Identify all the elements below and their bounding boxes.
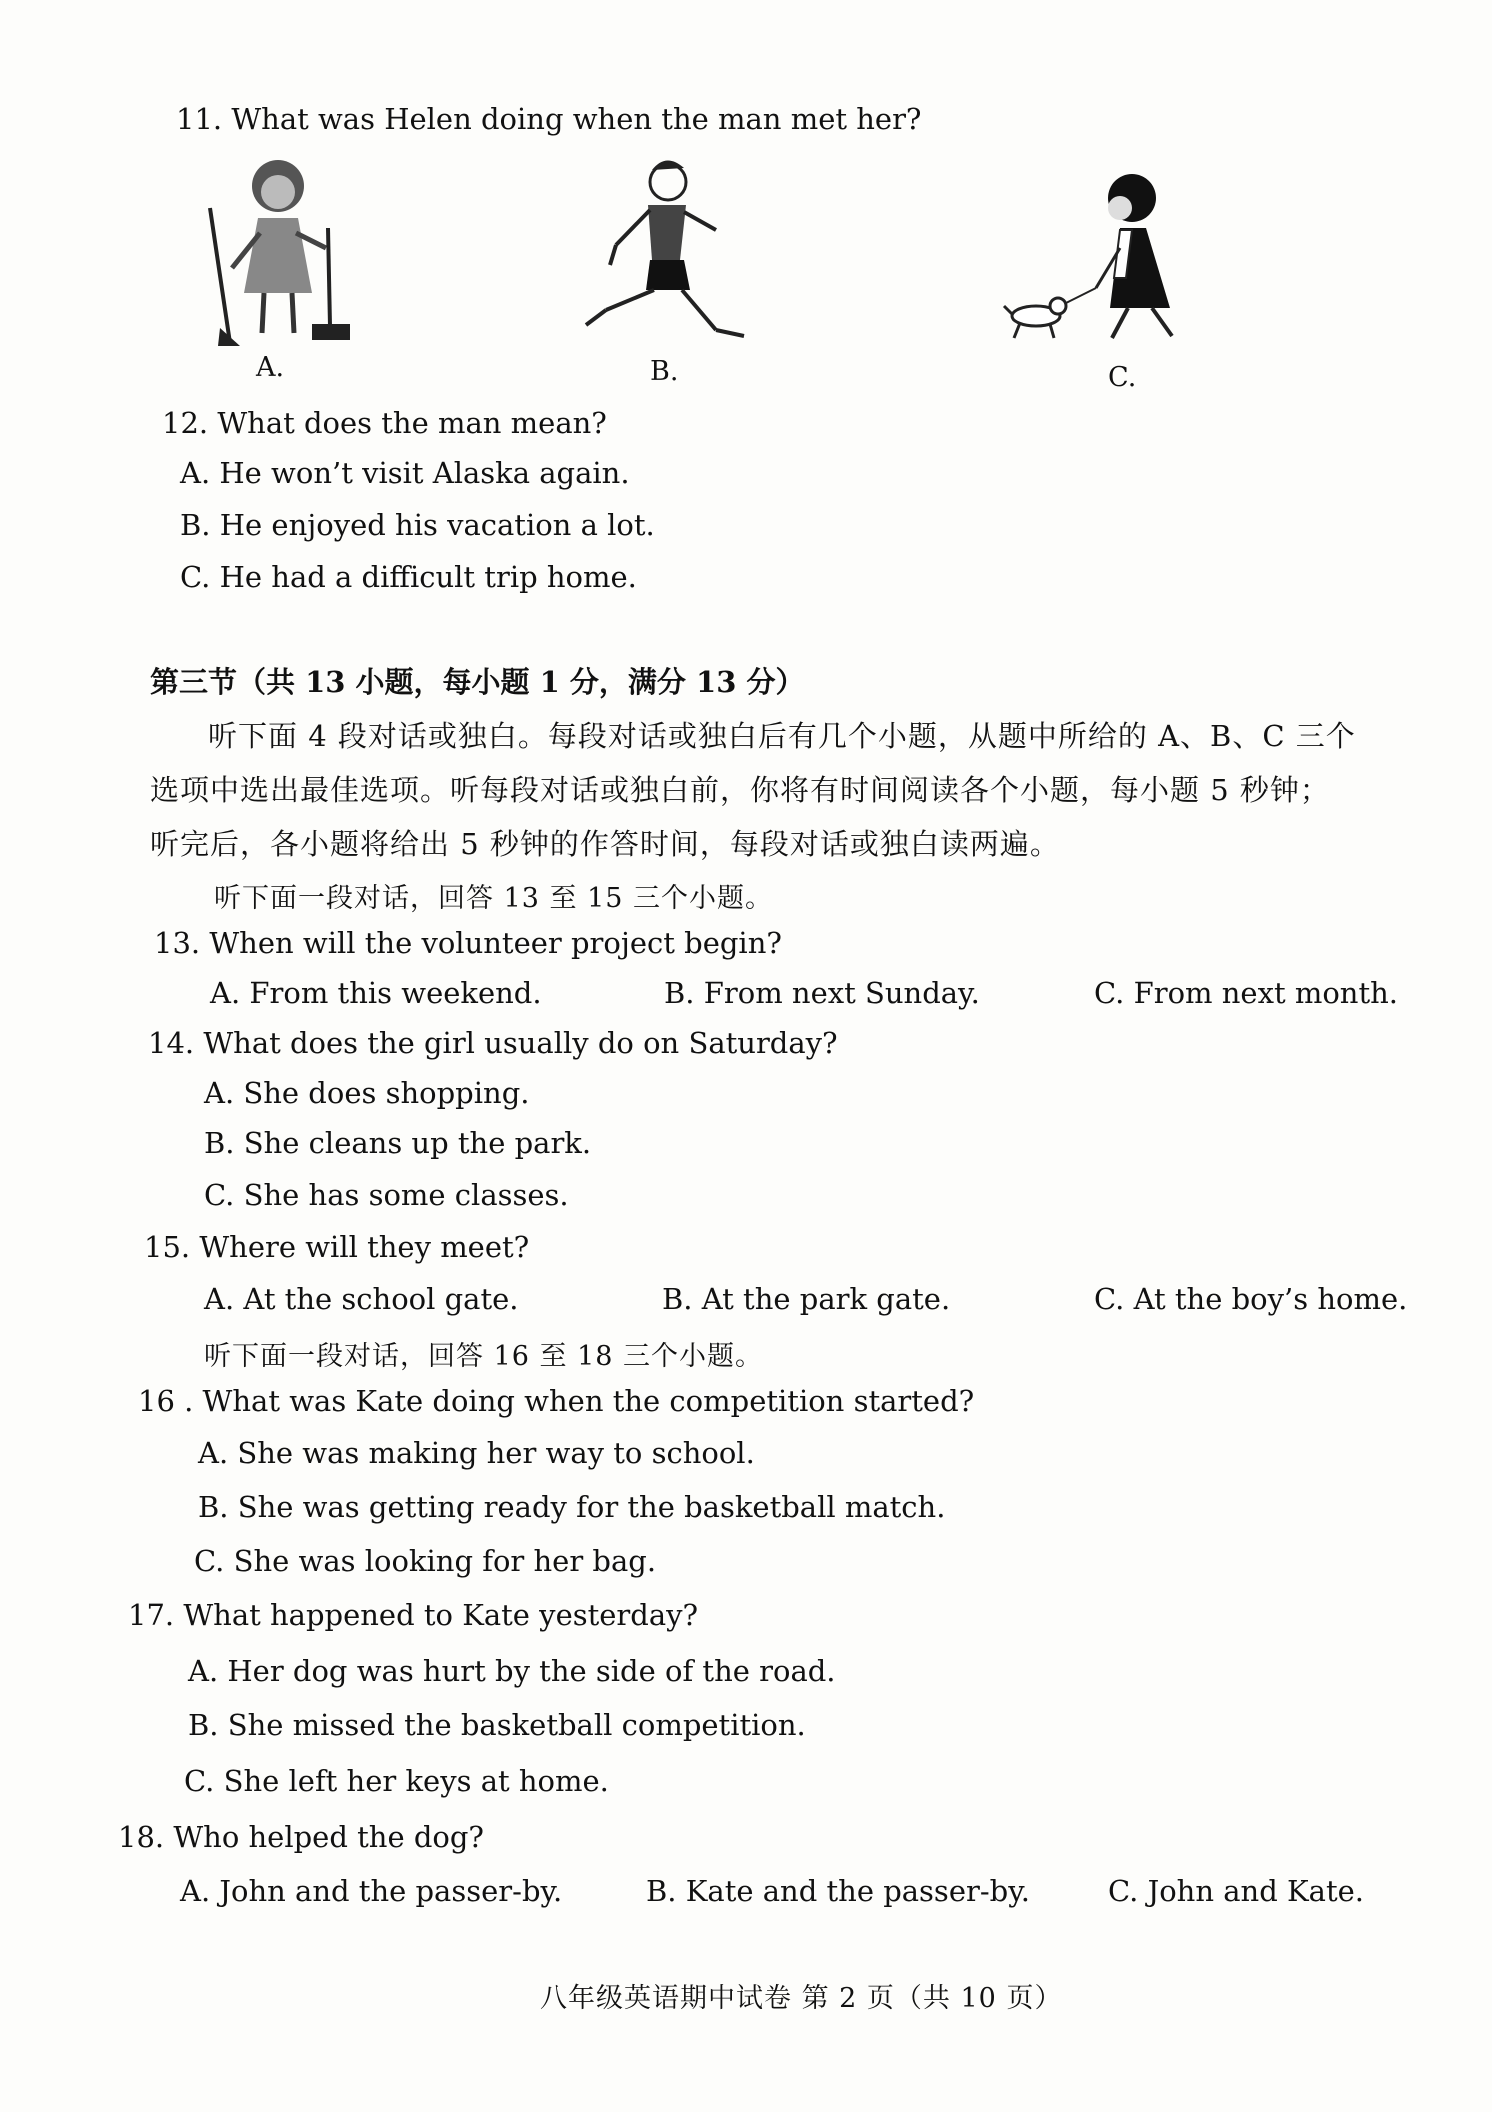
question-11: 11. What was Helen doing when the man met her? xyxy=(176,102,922,136)
question-18: 18. Who helped the dog? xyxy=(118,1820,484,1854)
option-11-a-label: A. xyxy=(256,352,285,383)
listening-prompt-1: 听下面一段对话，回答 13 至 15 三个小题。 xyxy=(214,883,774,914)
girl-running-icon xyxy=(566,150,756,350)
section-3-instruction-2: 选项中选出最佳选项。听每段对话或独白前，你将有时间阅读各个小题，每小题 5 秒钟； xyxy=(150,773,1330,807)
option-13-b: B. From next Sunday. xyxy=(664,976,980,1010)
question-15: 15. Where will they meet? xyxy=(144,1230,530,1264)
section-3-instruction-1: 听下面 4 段对话或独白。每段对话或独白后有几个小题，从题中所给的 A、B、C 三个 xyxy=(208,719,1356,753)
option-15-c: C. At the boy’s home. xyxy=(1094,1282,1408,1316)
question-14: 14. What does the girl usually do on Saturday? xyxy=(148,1026,838,1060)
option-15-a: A. At the school gate. xyxy=(204,1282,519,1316)
question-13: 13. When will the volunteer project begin? xyxy=(154,926,782,960)
girl-sweeping-icon xyxy=(200,148,370,348)
option-18-b: B. Kate and the passer-by. xyxy=(646,1874,1030,1908)
page-footer: 八年级英语期中试卷 第 2 页（共 10 页） xyxy=(540,1983,1063,2014)
question-16: 16 . What was Kate doing when the competition started? xyxy=(138,1384,975,1418)
section-3-instruction-3: 听完后，各小题将给出 5 秒钟的作答时间，每段对话或独白读两遍。 xyxy=(150,827,1060,861)
option-17-c: C. She left her keys at home. xyxy=(184,1764,609,1798)
option-12-c: C. He had a difficult trip home. xyxy=(180,560,637,594)
option-18-c: C. John and Kate. xyxy=(1108,1874,1364,1908)
option-15-b: B. At the park gate. xyxy=(662,1282,951,1316)
option-14-a: A. She does shopping. xyxy=(204,1076,530,1110)
option-17-a: A. Her dog was hurt by the side of the road. xyxy=(188,1654,836,1688)
option-13-c: C. From next month. xyxy=(1094,976,1399,1010)
option-14-b: B. She cleans up the park. xyxy=(204,1126,592,1160)
question-12: 12. What does the man mean? xyxy=(162,406,607,440)
girl-walking-dog-icon xyxy=(1000,168,1210,348)
option-13-a: A. From this weekend. xyxy=(210,976,542,1010)
option-18-a: A. John and the passer-by. xyxy=(180,1874,563,1908)
option-11-c-label: C. xyxy=(1108,362,1137,393)
option-12-b: B. He enjoyed his vacation a lot. xyxy=(180,508,655,542)
option-16-a: A. She was making her way to school. xyxy=(198,1436,755,1470)
option-11-b-label: B. xyxy=(650,356,679,387)
option-17-b: B. She missed the basketball competition. xyxy=(188,1708,806,1742)
listening-prompt-2: 听下面一段对话，回答 16 至 18 三个小题。 xyxy=(204,1341,764,1372)
question-17: 17. What happened to Kate yesterday? xyxy=(128,1598,699,1632)
option-16-b: B. She was getting ready for the basketball match. xyxy=(198,1490,946,1524)
option-14-c: C. She has some classes. xyxy=(204,1178,569,1212)
section-3-title: 第三节（共 13 小题，每小题 1 分，满分 13 分） xyxy=(150,665,805,699)
option-12-a: A. He won’t visit Alaska again. xyxy=(180,456,630,490)
option-16-c: C. She was looking for her bag. xyxy=(194,1544,657,1578)
